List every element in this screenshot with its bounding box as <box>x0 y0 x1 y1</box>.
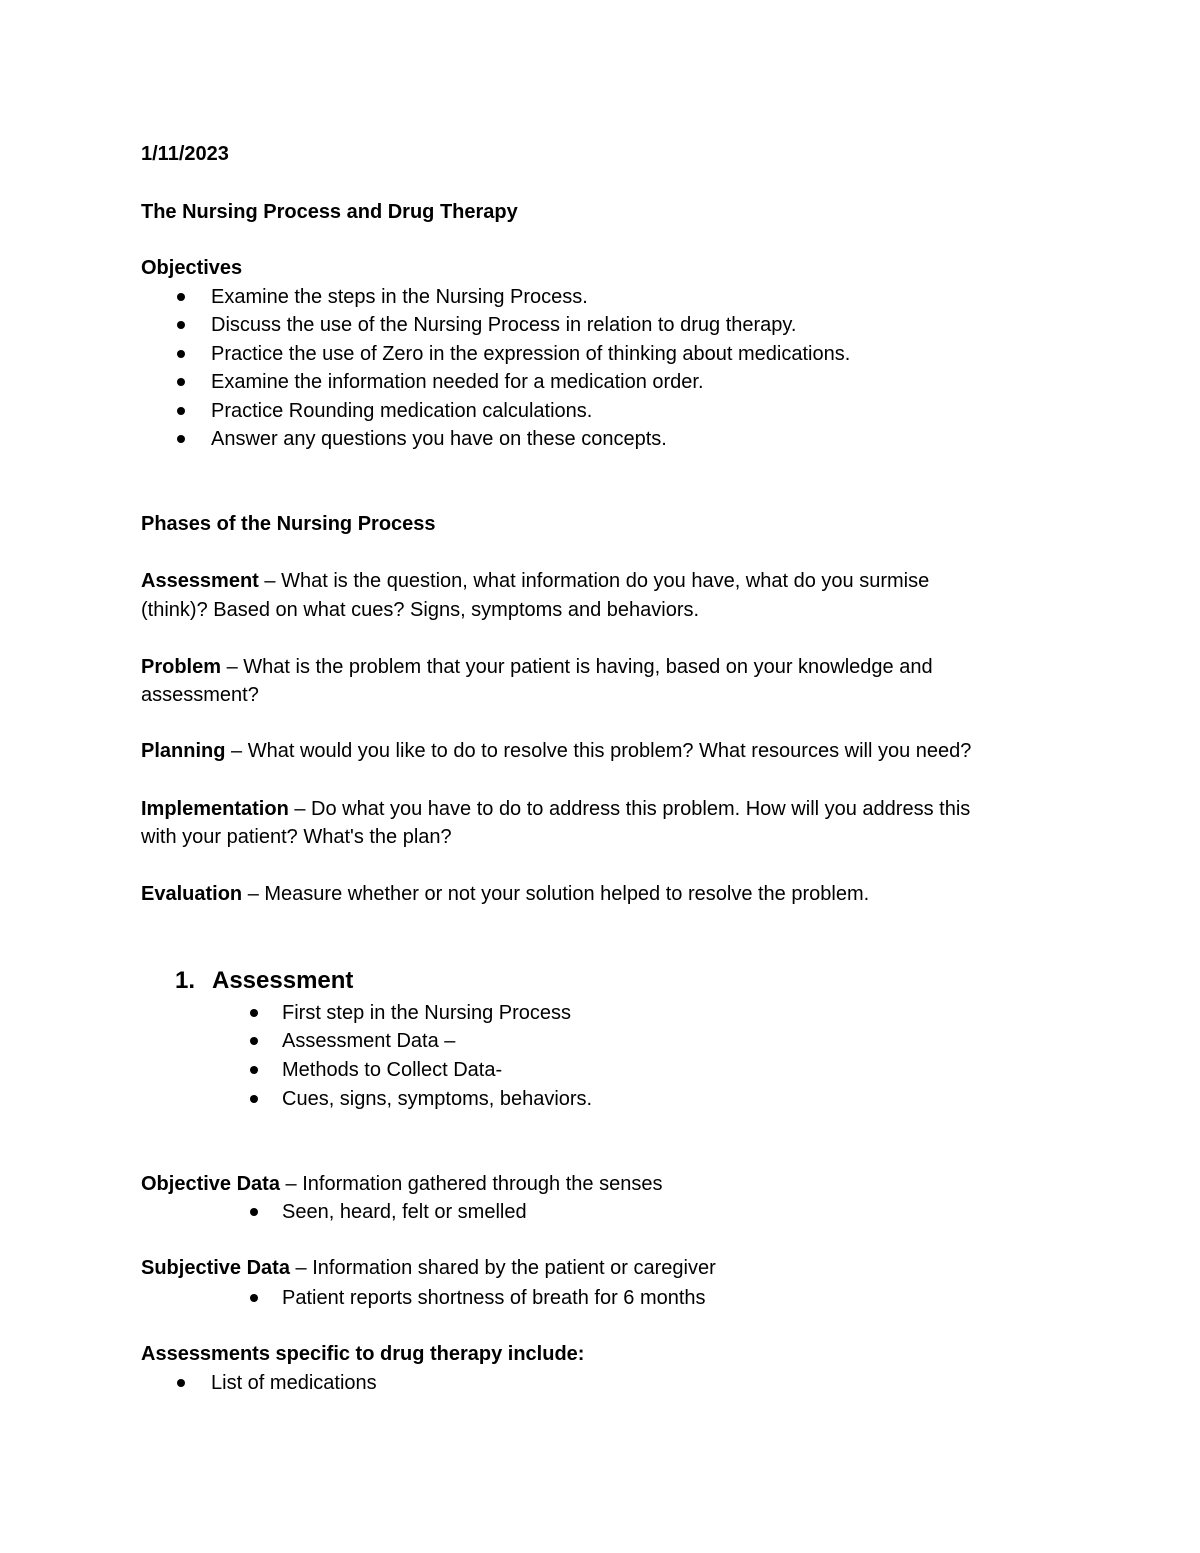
bullet-icon <box>177 1379 185 1387</box>
objective-data-text: Information gathered through the senses <box>302 1173 663 1195</box>
list-item: Practice the use of Zero in the expression of thinking about medications. <box>211 343 851 365</box>
list-item: Discuss the use of the Nursing Process in relation to drug therapy. <box>211 314 797 336</box>
objective-data-term: Objective Data <box>141 1173 280 1195</box>
bullet-icon <box>177 378 185 386</box>
section-number: 1. <box>175 967 196 994</box>
phase-evaluation <box>141 880 869 908</box>
list-item: Patient reports shortness of breath for 6 months <box>282 1287 706 1309</box>
list-item: Examine the information needed for a medication order. <box>211 371 704 393</box>
objectives-heading: Objectives <box>141 257 243 279</box>
phase-term: Problem <box>141 656 222 678</box>
phase-term: Evaluation <box>141 883 243 905</box>
bullet-icon <box>177 321 185 329</box>
bullet-icon <box>250 1208 258 1216</box>
phase-separator: – <box>242 883 265 905</box>
phase-description-continued: assessment? <box>141 684 259 706</box>
subjective-data-text: Information shared by the patient or caregiver <box>312 1257 716 1279</box>
phase-implementation <box>141 795 970 823</box>
phase-description: What is the problem that your patient is having, based on your knowledge and <box>243 656 933 678</box>
phase-description: Measure whether or not your solution helped to resolve the problem. <box>264 883 870 905</box>
bullet-icon <box>177 293 185 301</box>
phase-separator: – <box>225 740 248 762</box>
phase-separator: – <box>288 798 312 820</box>
bullet-icon <box>250 1294 258 1302</box>
phase-term: Implementation <box>141 798 289 820</box>
list-item: Examine the steps in the Nursing Process. <box>211 286 588 308</box>
phase-separator: – <box>221 656 244 678</box>
phase-description-continued: (think)? Based on what cues? Signs, symptoms and behaviors. <box>141 599 700 621</box>
phase-description: What is the question, what information do you have, what do you surmise <box>281 570 930 592</box>
phase-separator: – <box>258 570 282 592</box>
phase-term: Planning <box>141 740 226 762</box>
bullet-icon <box>177 435 185 443</box>
document-date: 1/11/2023 <box>141 143 229 165</box>
phases-heading: Phases of the Nursing Process <box>141 513 436 535</box>
list-item: Assessment Data – <box>282 1030 456 1052</box>
list-item: Answer any questions you have on these concepts. <box>211 428 667 450</box>
list-item: List of medications <box>211 1372 377 1394</box>
phase-problem <box>141 653 933 681</box>
list-item: Seen, heard, felt or smelled <box>282 1201 527 1223</box>
bullet-icon <box>177 350 185 358</box>
bullet-icon <box>250 1009 258 1017</box>
drug-assessments-heading: Assessments specific to drug therapy include: <box>141 1343 585 1365</box>
phase-term: Assessment <box>141 570 259 592</box>
bullet-icon <box>177 407 185 415</box>
term-separator: – <box>279 1173 303 1195</box>
subjective-data-line <box>141 1254 716 1282</box>
term-separator: – <box>289 1257 313 1279</box>
bullet-icon <box>250 1095 258 1103</box>
list-item: Cues, signs, symptoms, behaviors. <box>282 1088 593 1110</box>
bullet-icon <box>250 1066 258 1074</box>
phase-description-continued: with your patient? What's the plan? <box>141 826 452 848</box>
phase-assessment <box>141 567 929 595</box>
document-title: The Nursing Process and Drug Therapy <box>141 201 518 223</box>
list-item: First step in the Nursing Process <box>282 1002 571 1024</box>
bullet-icon <box>250 1037 258 1045</box>
section-heading: Assessment <box>212 967 354 994</box>
phase-description: What would you like to do to resolve this problem? What resources will you need? <box>247 740 972 762</box>
phase-description: Do what you have to do to address this problem. How will you address this <box>311 798 971 820</box>
list-item: Methods to Collect Data- <box>282 1059 503 1081</box>
subjective-data-term: Subjective Data <box>141 1257 290 1279</box>
objective-data-line <box>141 1170 662 1198</box>
list-item: Practice Rounding medication calculations. <box>211 400 593 422</box>
phase-planning <box>141 737 971 765</box>
